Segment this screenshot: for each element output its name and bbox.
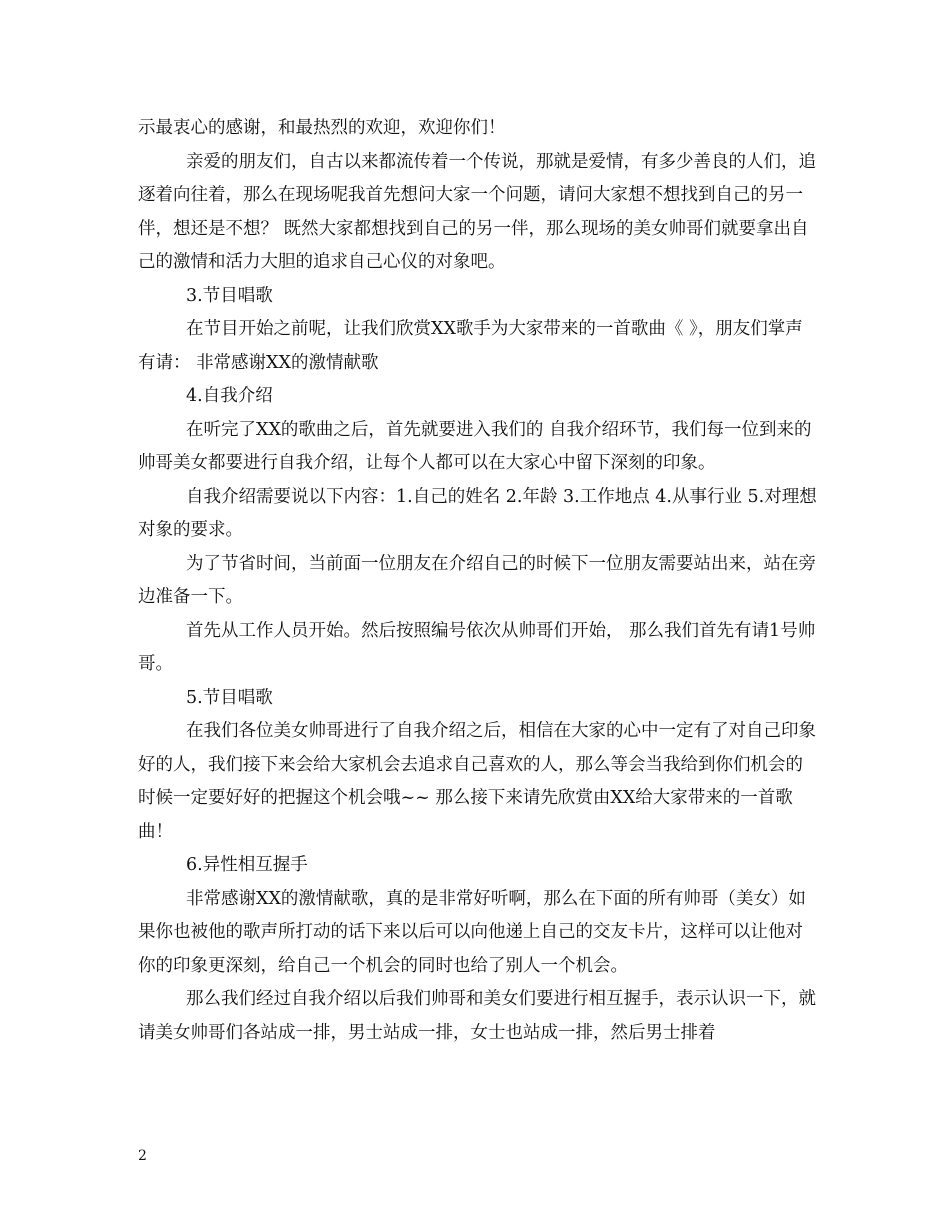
section-heading: 4.自我介绍 xyxy=(186,386,273,406)
paragraph: 首先从工作人员开始。然后按照编号依次从帅哥们开始， 那么我们首先有请1号帅哥。 xyxy=(138,620,816,674)
paragraph: 非常感谢XX的激情献歌，真的是非常好听啊，那么在下面的所有帅哥（美女）如果你也被他的歌声所打动的话下来以后可以向他递上自己的交友卡片，这样可以让他对你的印象更深刻，给自己一个机会的同时也给了别人一个机会。 xyxy=(138,888,806,976)
paragraph: 亲爱的朋友们，自古以来都流传着一个传说，那就是爱情，有多少善良的人们，追逐着向往着，那么在现场呢我首先想问大家一个问题，请问大家想不想找到自己的另一伴，想还是不想？ 既然大家都想找到自己的另一伴，那么现场的美女帅哥们就要拿出自己的激情和活力大胆的追求自己心仪的对象吧。 xyxy=(138,151,816,272)
paragraph: 在我们各位美女帅哥进行了自我介绍之后，相信在大家的心中一定有了对自己印象好的人，我们接下来会给大家机会去追求自己喜欢的人，那么等会当我给到你们机会的时候一定要好好的把握这个机会哦~~ 那么接下来请先欣赏由XX给大家带来的一首歌曲！ xyxy=(138,721,816,842)
section-heading: 3.节目唱歌 xyxy=(186,285,273,306)
paragraph: 在听完了XX的歌曲之后，首先就要进入我们的 自我介绍环节，我们每一位到来的 帅哥美女都要进行自我介绍，让每个人都可以在大家心中留下深刻的印象。 xyxy=(138,419,812,473)
paragraph: 自我介绍需要说以下内容：1.自己的姓名 2.年龄 3.工作地点 4.从事行业 5.对理想对象的要求。 xyxy=(138,486,817,540)
section-heading: 5.节目唱歌 xyxy=(186,687,273,708)
section-heading: 6.异性相互握手 xyxy=(186,855,308,875)
paragraph: 在节目开始之前呢，让我们欣赏XX歌手为大家带来的一首歌曲《 》，朋友们掌声有请： 非常感谢XX的激情献歌 xyxy=(138,319,803,373)
paragraph: 为了节省时间，当前面一位朋友在介绍自己的时候下一位朋友需要站出来，站在旁边准备一下。 xyxy=(138,553,816,607)
paragraph: 那么我们经过自我介绍以后我们帅哥和美女们要进行相互握手，表示认识一下，就请美女帅哥们各站成一排，男士站成一排，女士也站成一排，然后男士排着 xyxy=(138,989,816,1043)
document-body xyxy=(138,112,818,1050)
paragraph-continuation: 示最衷心的感谢，和最热烈的欢迎，欢迎你们！ xyxy=(138,118,506,138)
page-number: 2 xyxy=(138,1148,147,1164)
